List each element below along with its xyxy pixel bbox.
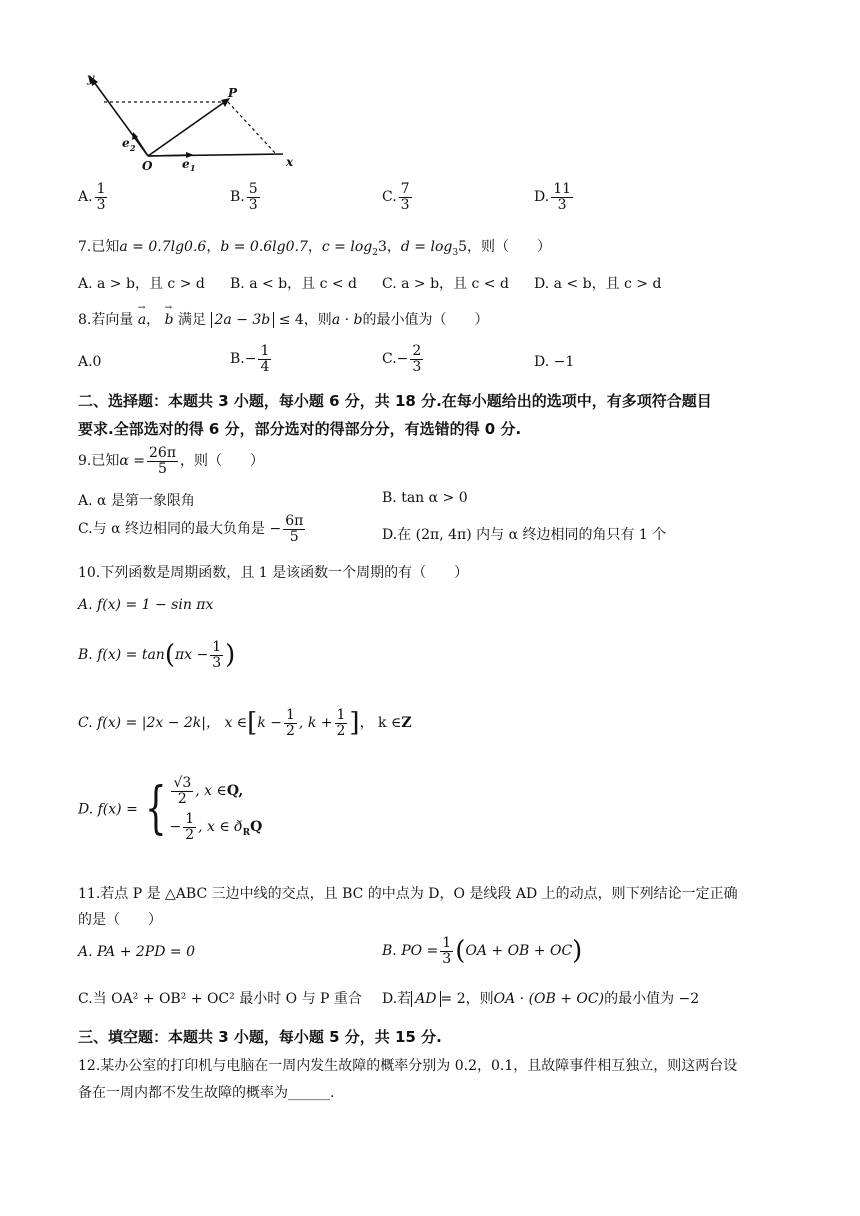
q9-option-b: B. tan α > 0 bbox=[382, 490, 468, 506]
label-p: P bbox=[228, 86, 238, 100]
section-3-header: 三、填空题：本题共 3 小题，每小题 5 分，共 15 分. bbox=[78, 1028, 442, 1046]
q11-stem-line2: 的是（ ） bbox=[78, 912, 162, 928]
q9-option-a: A. α 是第一象限角 bbox=[78, 493, 195, 509]
q11-option-b: B. PO = $\frac{1}{3}$ (OA + OB + OC) bbox=[382, 935, 583, 967]
e1-vector bbox=[148, 155, 190, 156]
q6-option-a: A. $\frac{1}{3}$ bbox=[78, 181, 106, 213]
q7-stem: 7.已知a = 0.7lg0.6，b = 0.6lg0.7，$c = \log_23$，$d = \log_35$，则（ ） bbox=[78, 239, 551, 258]
label-e2: e bbox=[122, 136, 130, 150]
vector-figure bbox=[78, 70, 318, 175]
q11-option-a: A. PA + 2PD = 0 bbox=[78, 944, 195, 960]
label-e2-sub: 2 bbox=[130, 143, 136, 153]
q7-option-d: D. a < b，且 c > d bbox=[534, 276, 662, 292]
q10-option-b: B. f(x) = tan(πx − $\frac{1}{3}$ ) bbox=[78, 639, 236, 671]
q6-option-c: C. $\frac{7}{3}$ bbox=[382, 181, 410, 213]
q7-option-b: B. a < b，且 c < d bbox=[230, 276, 358, 292]
q10-option-d: D. f(x) = { $\frac{√3}{2}$ , x ∈Q, − $\frac{1}{2}$ , x ∈ $ð_RQ$ bbox=[78, 775, 263, 844]
label-e1: e bbox=[182, 157, 190, 171]
q8-option-b: B.− $\frac{1}{4}$ bbox=[230, 343, 270, 375]
q11-option-d: D.若 AD = 2，则OA · (OB + OC)的最小值为 −2 bbox=[382, 991, 700, 1007]
q11-stem-line1: 11.若点 P 是 △ABC 三边中线的交点，且 BC 的中点为 D，O 是线段 AD 上的动点，则下列结论一定正确 bbox=[78, 886, 738, 902]
label-y: y bbox=[87, 71, 94, 85]
q12-stem-line1: 12.某办公室的打印机与电脑在一周内发生故障的概率分别为 0.2，0.1，且故障事件相互独立，则这两台设 bbox=[78, 1058, 738, 1074]
label-e1-sub: 1 bbox=[190, 163, 196, 173]
q6-option-d: D. $\frac{11}{3}$ bbox=[534, 181, 572, 213]
q6-option-b: B. $\frac{5}{3}$ bbox=[230, 181, 258, 213]
label-o: O bbox=[142, 159, 153, 173]
section-2-header-line1: 二、选择题：本题共 3 小题，每小题 6 分，共 18 分.在每小题给出的选项中，有多项符合题目 bbox=[78, 392, 712, 410]
q10-option-a: A. f(x) = 1 − sin πx bbox=[78, 597, 214, 613]
q9-stem: 9.已知α = $\frac{26\pi}{5}$ ，则（ ） bbox=[78, 445, 265, 477]
q8-stem: 8.若向量 → a， → b 满足 2a − 3b ≤ 4，则a · b的最小值为（ ） bbox=[78, 309, 488, 329]
q8-option-c: C.− $\frac{2}{3}$ bbox=[382, 343, 422, 375]
e2-vector bbox=[135, 136, 148, 156]
q9-option-d: D.在 (2π, 4π) 内与 α 终边相同的角只有 1 个 bbox=[382, 527, 667, 543]
q9-option-c: C.与 α 终边相同的最大负角是 − $\frac{6\pi}{5}$ bbox=[78, 513, 304, 545]
q8-option-d: D. −1 bbox=[534, 354, 575, 370]
op-segment bbox=[148, 101, 226, 156]
q7-option-a: A. a > b，且 c > d bbox=[78, 276, 205, 292]
q10-option-c: C. f(x) = |2x − 2k|， x ∈[k − $\frac{1}{2}$ , k + $\frac{1}{2}$ ]， k ∈Z bbox=[78, 707, 412, 739]
section-2-header-line2: 要求.全部选对的得 6 分，部分选对的得部分分，有选错的得 0 分. bbox=[78, 420, 522, 438]
q10-stem: 10.下列函数是周期函数，且 1 是该函数一个周期的有（ ） bbox=[78, 565, 469, 581]
label-x: x bbox=[286, 155, 294, 169]
q11-option-c: C.当 OA² + OB² + OC² 最小时 O 与 P 重合 bbox=[78, 991, 362, 1007]
q7-option-c: C. a > b，且 c < d bbox=[382, 276, 509, 292]
q12-stem-line2: 备在一周内都不发生故障的概率为______. bbox=[78, 1085, 335, 1101]
q8-option-a: A.0 bbox=[78, 354, 102, 370]
dashed-slant bbox=[228, 102, 276, 154]
